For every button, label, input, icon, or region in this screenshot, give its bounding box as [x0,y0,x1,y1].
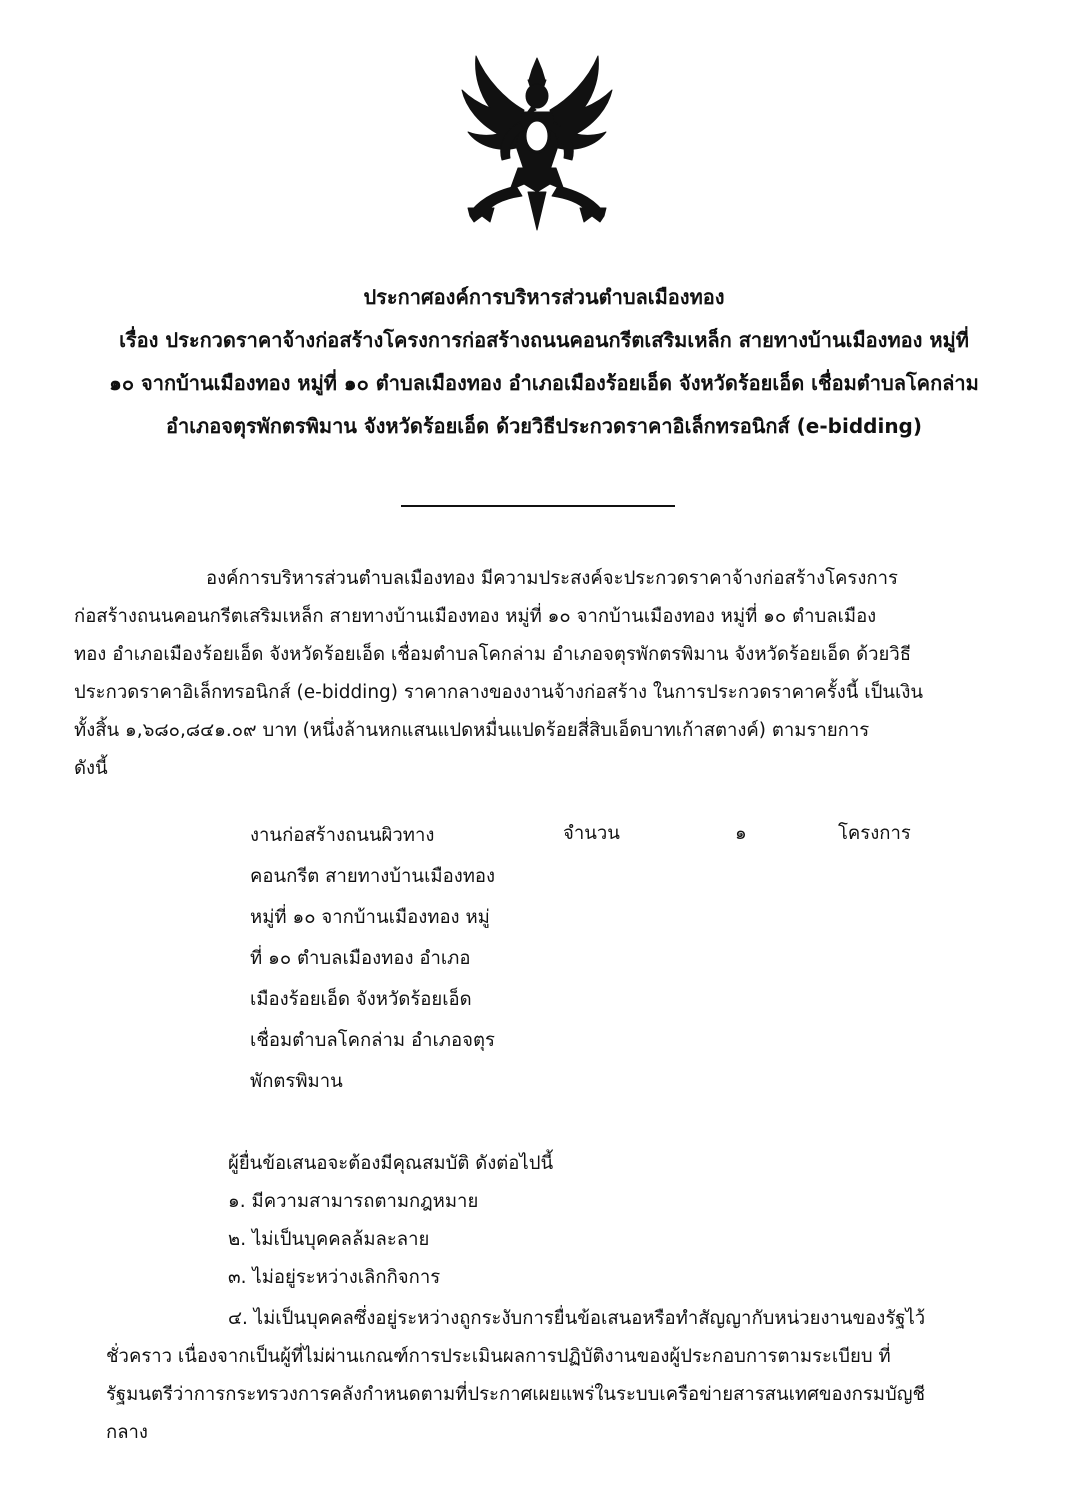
intro-line: ทอง อำเภอเมืองร้อยเอ็ด จังหวัดร้อยเอ็ด เชื่อมตำบลโคกล่าม อำเภอจตุรพักตรพิมาน จังหวัดร้อยเอ็ด ด้วยวิธี [74,644,912,665]
item-quantity: ๑ [735,823,747,844]
continuation-line: ชั่วคราว เนื่องจากเป็นผู้ที่ไม่ผ่านเกณฑ์การประเมินผลการปฏิบัติงานของผู้ประกอบการตามระเบียบ ที่ [106,1346,891,1367]
announcement-title [60,276,1028,448]
intro-line: ก่อสร้างถนนคอนกรีตเสริมเหล็ก สายทางบ้านเมืองทอง หมู่ที่ ๑๐ จากบ้านเมืองทอง หมู่ที่ ๑๐ ตำบลเมือง [74,606,877,627]
intro-line: ดังนี้ [74,758,108,779]
qualification-item: ๒. ไม่เป็นบุคคลล้มละลาย [228,1229,430,1250]
intro-line: ทั้งสิ้น ๑,๖๘๐,๘๔๑.๐๙ บาท (หนึ่งล้านหกแสนแปดหมื่นแปดร้อยสี่สิบเอ็ดบาทเก้าสตางค์) ตามรายการ [74,720,870,741]
qualification-continuation [106,1338,925,1452]
qualification-item: ๓. ไม่อยู่ระหว่างเลิกกิจการ [228,1267,441,1288]
item-description-line: งานก่อสร้างถนนผิวทาง [250,825,435,846]
title-line: อำเภอจตุรพักตรพิมาน จังหวัดร้อยเอ็ด ด้วยวิธีประกวดราคาอิเล็กทรอนิกส์ (e-bidding) [165,414,923,438]
item-description-line: คอนกรีต สายทางบ้านเมืองทอง [250,866,496,887]
item-description-line: ที่ ๑๐ ตำบลเมืองทอง อำเภอ [250,948,471,969]
qualifications-heading: ผู้ยื่นข้อเสนอจะต้องมีคุณสมบัติ ดังต่อไปนี้ [228,1153,554,1174]
title-line: ๑๐ จากบ้านเมืองทอง หมู่ที่ ๑๐ ตำบลเมืองทอง อำเภอเมืองร้อยเอ็ด จังหวัดร้อยเอ็ด เชื่อมตำบลโคกล่าม [109,371,979,395]
item-description-line: หมู่ที่ ๑๐ จากบ้านเมืองทอง หมู่ [250,907,490,928]
item-description-line: เชื่อมตำบลโคกล่าม อำเภอจตุร [250,1030,495,1051]
title-line: เรื่อง ประกวดราคาจ้างก่อสร้างโครงการก่อสร้างถนนคอนกรีตเสริมเหล็ก สายทางบ้านเมืองทอง หมู่ที่ [119,328,969,352]
item-unit: โครงการ [838,823,911,844]
item-description-line: เมืองร้อยเอ็ด จังหวัดร้อยเอ็ด [250,989,472,1010]
garuda-emblem-icon [454,50,620,234]
item-quantity-label: จำนวน [563,823,620,844]
item-description [250,815,495,1102]
item-description-line: พักตรพิมาน [250,1071,343,1092]
continuation-line: กลาง [106,1422,148,1443]
intro-paragraph [74,560,923,788]
title-line: ประกาศองค์การบริหารส่วนตำบลเมืองทอง [363,285,725,309]
intro-line: ประกวดราคาอิเล็กทรอนิกส์ (e-bidding) ราคากลางของงานจ้างก่อสร้าง ในการประกวดราคาครั้งนี้ เป็นเงิน [74,682,924,703]
title-divider [401,505,675,507]
garuda-emblem [454,50,620,234]
continuation-line: รัฐมนตรีว่าการกระทรวงการคลังกำหนดตามที่ประกาศเผยแพร่ในระบบเครือข่ายสารสนเทศของกรมบัญชี [106,1384,926,1405]
qualification-item: ๔. ไม่เป็นบุคคลซึ่งอยู่ระหว่างถูกระงับการยื่นข้อเสนอหรือทำสัญญากับหน่วยงานของรัฐไว้ [228,1308,926,1329]
qualification-item: ๑. มีความสามารถตามกฎหมาย [228,1191,479,1212]
intro-line: องค์การบริหารส่วนตำบลเมืองทอง มีความประสงค์จะประกวดราคาจ้างก่อสร้างโครงการ [206,568,898,589]
